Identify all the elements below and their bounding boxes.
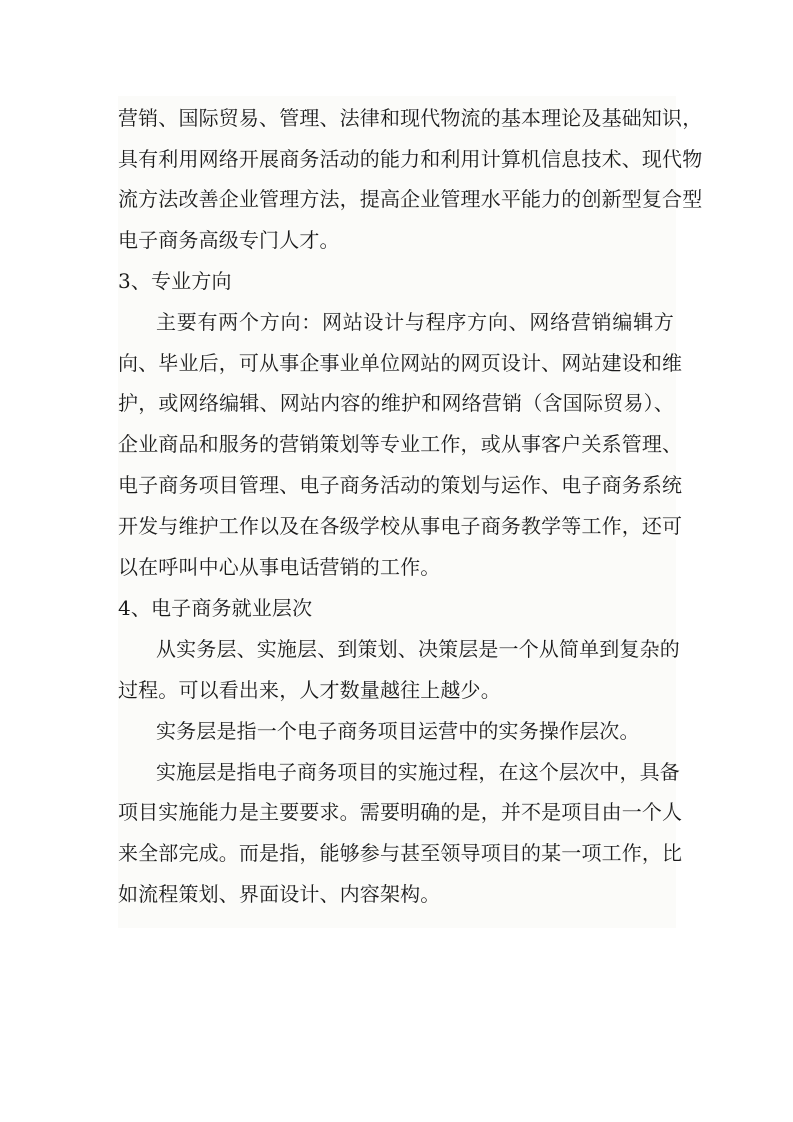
paragraph-line-18: 项目实施能力是主要要求。需要明确的是，并不是项目由一个人 bbox=[118, 800, 683, 824]
paragraph-line-10: 电子商务项目管理、电子商务活动的策划与运作、电子商务系统 bbox=[118, 473, 683, 497]
paragraph-line-15: 过程。可以看出来，人才数量越往上越少。 bbox=[118, 678, 501, 702]
paragraph-line-20: 如流程策划、界面设计、内容架构。 bbox=[118, 882, 441, 906]
section-heading-4: 4、电子商务就业层次 bbox=[118, 596, 313, 620]
paragraph-line-3: 流方法改善企业管理方法，提高企业管理水平能力的创新型复合型 bbox=[118, 187, 703, 211]
paragraph-line-17: 实施层是指电子商务项目的实施过程，在这个层次中，具备 bbox=[156, 760, 680, 784]
paragraph-line-19: 来全部完成。而是指，能够参与甚至领导项目的某一项工作，比 bbox=[118, 841, 683, 865]
paragraph-line-8: 护，或网络编辑、网站内容的维护和网络营销（含国际贸易）、 bbox=[118, 391, 674, 415]
paragraph-line-1: 营销、国际贸易、管理、法律和现代物流的基本理论及基础知识， bbox=[118, 106, 703, 130]
paragraph-line-2: 具有利用网络开展商务活动的能力和利用计算机信息技术、现代物 bbox=[118, 147, 703, 171]
paragraph-line-6: 主要有两个方向：网站设计与程序方向、网络营销编辑方 bbox=[156, 310, 674, 334]
paragraph-line-4: 电子商务高级专门人才。 bbox=[118, 228, 340, 252]
paragraph-line-7: 向、毕业后，可从事企事业单位网站的网页设计、网站建设和维 bbox=[118, 351, 683, 375]
paragraph-line-12: 以在呼叫中心从事电话营销的工作。 bbox=[118, 555, 441, 579]
section-heading-3: 3、专业方向 bbox=[118, 269, 232, 293]
paragraph-line-11: 开发与维护工作以及在各级学校从事电子商务教学等工作，还可 bbox=[118, 514, 683, 538]
document-text-block bbox=[118, 96, 703, 928]
paragraph-line-14: 从实务层、实施层、到策划、决策层是一个从简单到复杂的 bbox=[156, 637, 680, 661]
paragraph-line-16: 实务层是指一个电子商务项目运营中的实务操作层次。 bbox=[156, 719, 640, 743]
paragraph-line-9: 企业商品和服务的营销策划等专业工作，或从事客户关系管理、 bbox=[118, 432, 683, 456]
